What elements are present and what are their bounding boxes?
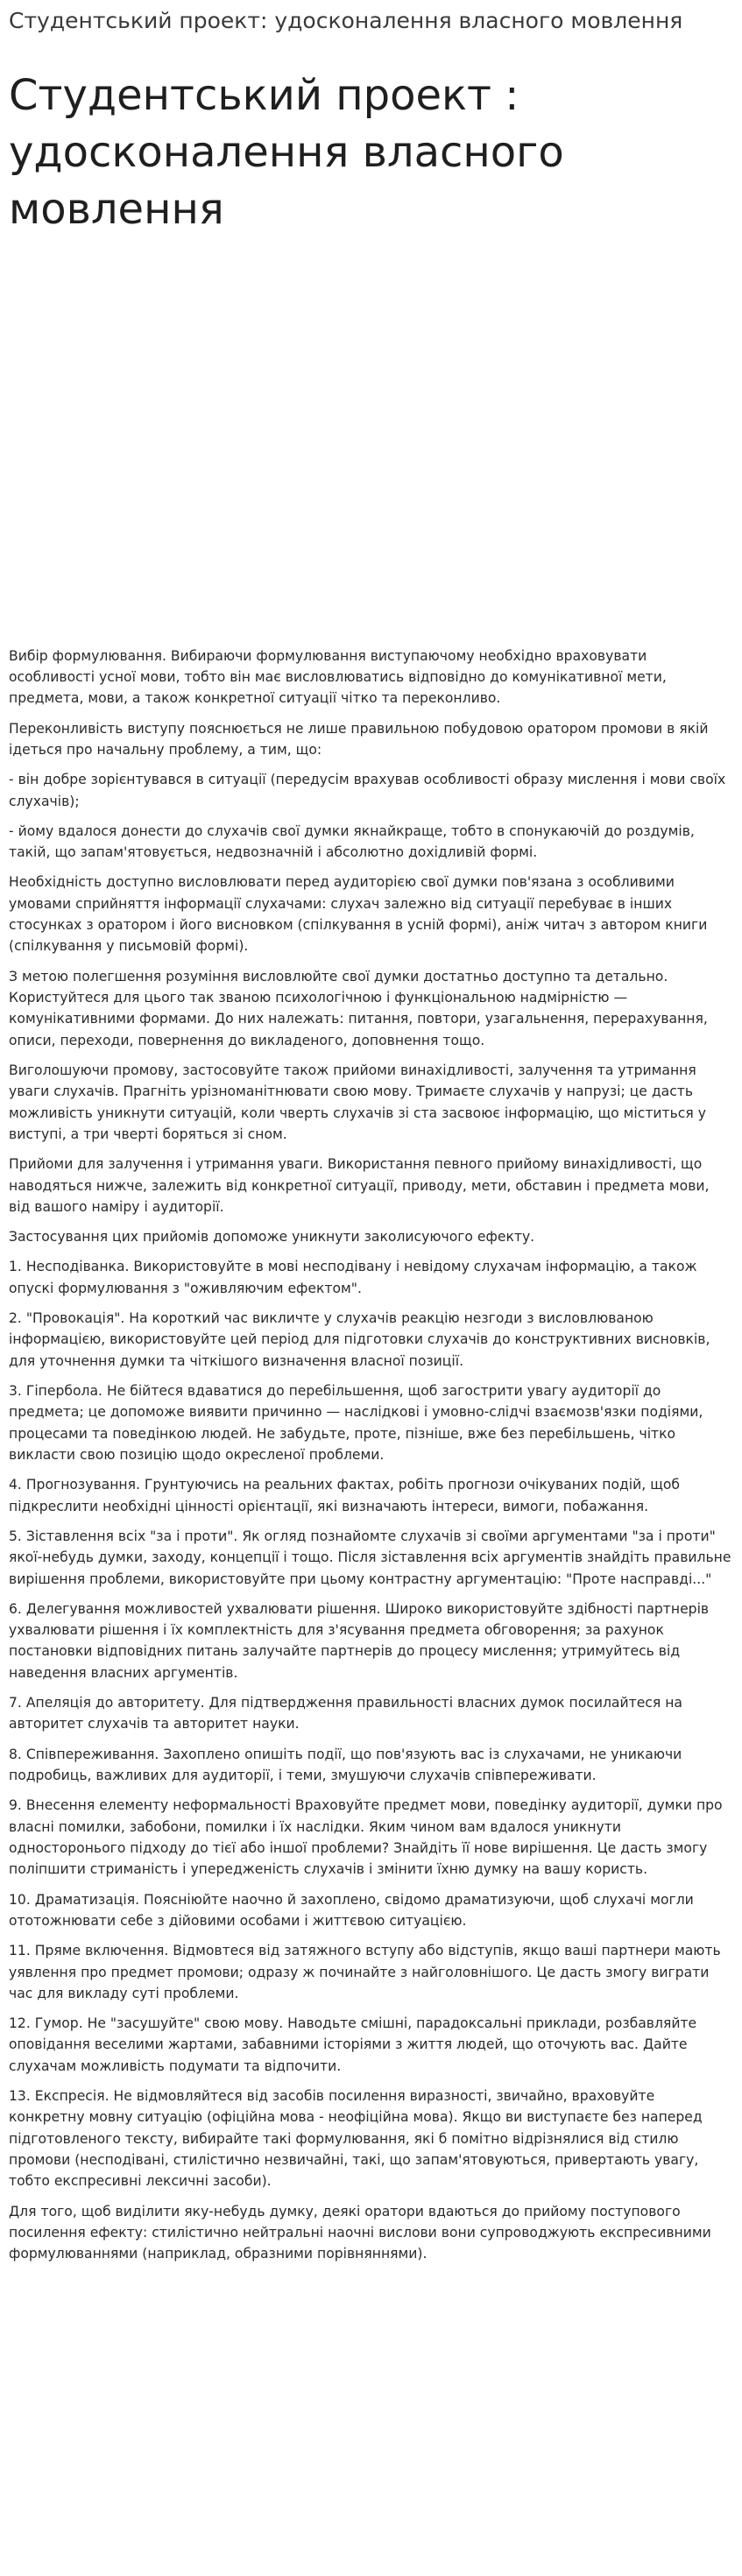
article-paragraph: - він добре зорієнтувався в ситуації (передусім врахував особливості образу мислення і мови своїх слухачів); [9,772,726,809]
article-paragraph: 10. Драматизація. Поясніюйте наочно й захоплено, свідомо драматизуючи, щоб слухачі могли ототожнювати себе з дійовими особами і життєвою ситуацією. [9,1891,694,1929]
article-paragraph: 3. Гіпербола. Не бійтеся вдаватися до перебільшення, щоб загострити увагу аудиторії до предмета; це допоможе виявити причинно — наслідкові і умовно-слідчі взаємозв'язки подіями, процесами та поведінкою людей. Не забудьте, проте, пізніше, вже без перебільшень, чітко викласти свою позицію щодо окресленої проблеми. [9,1383,703,1463]
article-paragraph: Застосування цих прийомів допоможе уникнути заколисуючого ефекту. [9,1229,535,1246]
article-paragraph: 2. "Провокація". На короткий час викличте у слухачів реакцію незгоди з висловлюваною інформацією, використовуйте цей період для підготовки слухачів до конструктивних висновків, для уточнення думки та чіткішого визначення власної позиції. [9,1310,710,1369]
article-paragraph: Для того, щоб виділити яку-небудь думку, деякі оратори вдаються до прийому поступового посилення ефекту: стилістично нейтральні наочні вислови вони супроводжують експресивними формулюваннями (наприклад, образними порівняннями). [9,2203,711,2262]
article-paragraph: Прийоми для залучення і утримання уваги. Використання певного прийому винахідливості, що наводяться нижче, залежить від конкретної ситуації, приводу, мети, обставин і предмета мови, від вашого наміру і аудиторії. [9,1156,710,1215]
article-paragraph: Переконливість виступу пояснюється не лише правильною побудовою оратором промови в якій ідеться про начальну проблему, а тим, що: [9,720,709,758]
article-paragraph: 8. Співпереживання. Захоплено опишіть події, що пов'язують вас із слухачами, не уникаючи подробиць, важливих для аудиторії, і теми, змушуючи слухачів співпереживати. [9,1746,682,1784]
page-header-title: Студентський проект: удосконалення власного мовлення [9,8,683,33]
article-title: Студентський проект : удосконалення власного мовлення [9,71,564,234]
article-paragraph: Необхідність доступно висловлювати перед аудиторією свої думки пов'язана з особливими умовами сприйняття інформації слухачами: слухач залежно від ситуації перебуває в інших стосунках з оратором і його висновком (спілкування в усній формі), аніж читач з автором книги (спілкування у письмовій формі). [9,874,708,955]
article-paragraph: 13. Експресія. Не відмовляйтеся від засобів посилення виразності, звичайно, враховуйте конкретну мовну ситуацію (офіційна мова - неофіційна мова). Якщо ви виступаєте без наперед підготовленого тексту, вибирайте такі формулювання, які б помітно відрізнялися від стилю промови (несподівані, стилістично незвичайні, такі, що запам'ятовуються, привертають увагу, тобто експресивні лексичні засоби). [9,2088,703,2190]
article-paragraph: 6. Делегування можливостей ухвалювати рішення. Широко використовуйте здібності партнерів ухвалювати рішення і їх комплектність для з'ясування предмета обговорення; за рахунок постановки відповідних питань залучайте партнерів до процесу мислення; утримуйтесь від наведення власних аргументів. [9,1600,710,1681]
article-paragraph: Виголошуючи промову, застосовуйте також прийоми винахідливості, залучення та утримання уваги слухачів. Прагніть урізноманітнювати свою мову. Тримаєте слухачів у напрузі; це дасть можливість уникнути ситуацій, коли чверть слухачів зі ста засвоює інформацію, що міститься у виступі, а три чверті боряться зі сном. [9,1062,706,1142]
article-paragraph: 7. Апеляція до авторитету. Для підтвердження правильності власних думок посилайтеся на авторитет слухачів та авторитет науки. [9,1695,682,1733]
article-paragraph: - йому вдалося донести до слухачів свої думки якнайкраще, тобто в спонукаючій до роздумів, такій, що запам'ятовується, недвозначній і абсолютно дохідливій формі. [9,822,695,861]
article-paragraph: 11. Пряме включення. Відмовтеся від затяжного вступу або відступів, якщо ваші партнери мають уявлення про предмет промови; одразу ж починайте з найголовнішого. Це дасть змогу виграти час для викладу суті проблеми. [9,1943,721,2001]
article-paragraph: 12. Гумор. Не "засушуйте" свою мову. Наводьте смішні, парадоксальні приклади, розбавляйте оповідання веселими жартами, забавними історіями з життя людей, що оточують вас. Дайте слухачам можливість подумати та відпочити. [9,2015,697,2074]
article-paragraph: 1. Несподіванка. Використовуйте в мові несподівану і невідому слухачам інформацію, а також опускі формулювання з "оживляючим ефектом". [9,1259,697,1296]
article-paragraph: Вибір формулювання. Вибираючи формулювання виступаючому необхідно враховувати особливості усної мови, тобто він має висловлюватись відповідно до комунікативної мети, предмета, мови, а також конкретної ситуації чітко та переконливо. [9,647,667,707]
article-paragraph: 9. Внесення елементу неформальності Враховуйте предмет мови, поведінку аудиторії, думки про власні помилки, забобони, помилки і їх наслідки. Яким чином вам вдалося уникнути односторонього підходу до тієї або іншої проблеми? Знайдіть її нове вирішення. Це дасть змогу поліпшити стриманість і упередженість слухачів і змінити їхню думку на вашу користь. [9,1797,723,1878]
article-body [0,646,742,2265]
article-paragraph: З метою полегшення розуміння висловлюйте свої думки достатньо доступно та детально. Користуйтеся для цього так званою психологічною і функціональною надмірністю — комунікативними формами. До них належать: питання, повтори, узагальнення, перерахування, описи, переходи, повернення до викладеного, доповнення тощо. [9,968,708,1048]
article-paragraph: 5. Зіставлення всіх "за і проти". Як огляд познайомте слухачів зі своїми аргументами "за і проти" якої-небудь думки, заходу, концепції і тощо. Після зіставлення всіх аргументів знайдіть правильне вирішення проблеми, використовуйте при цьому контрастну аргументацію: "Проте насправді..." [9,1528,731,1587]
article-image-area [9,273,692,646]
article-paragraph: 4. Прогнозування. Грунтуючись на реальних фактах, робіть прогнози очікуваних подій, щоб підкреслити необхідні цінності орієнтації, які визначають інтереси, вимоги, побажання. [9,1477,681,1514]
